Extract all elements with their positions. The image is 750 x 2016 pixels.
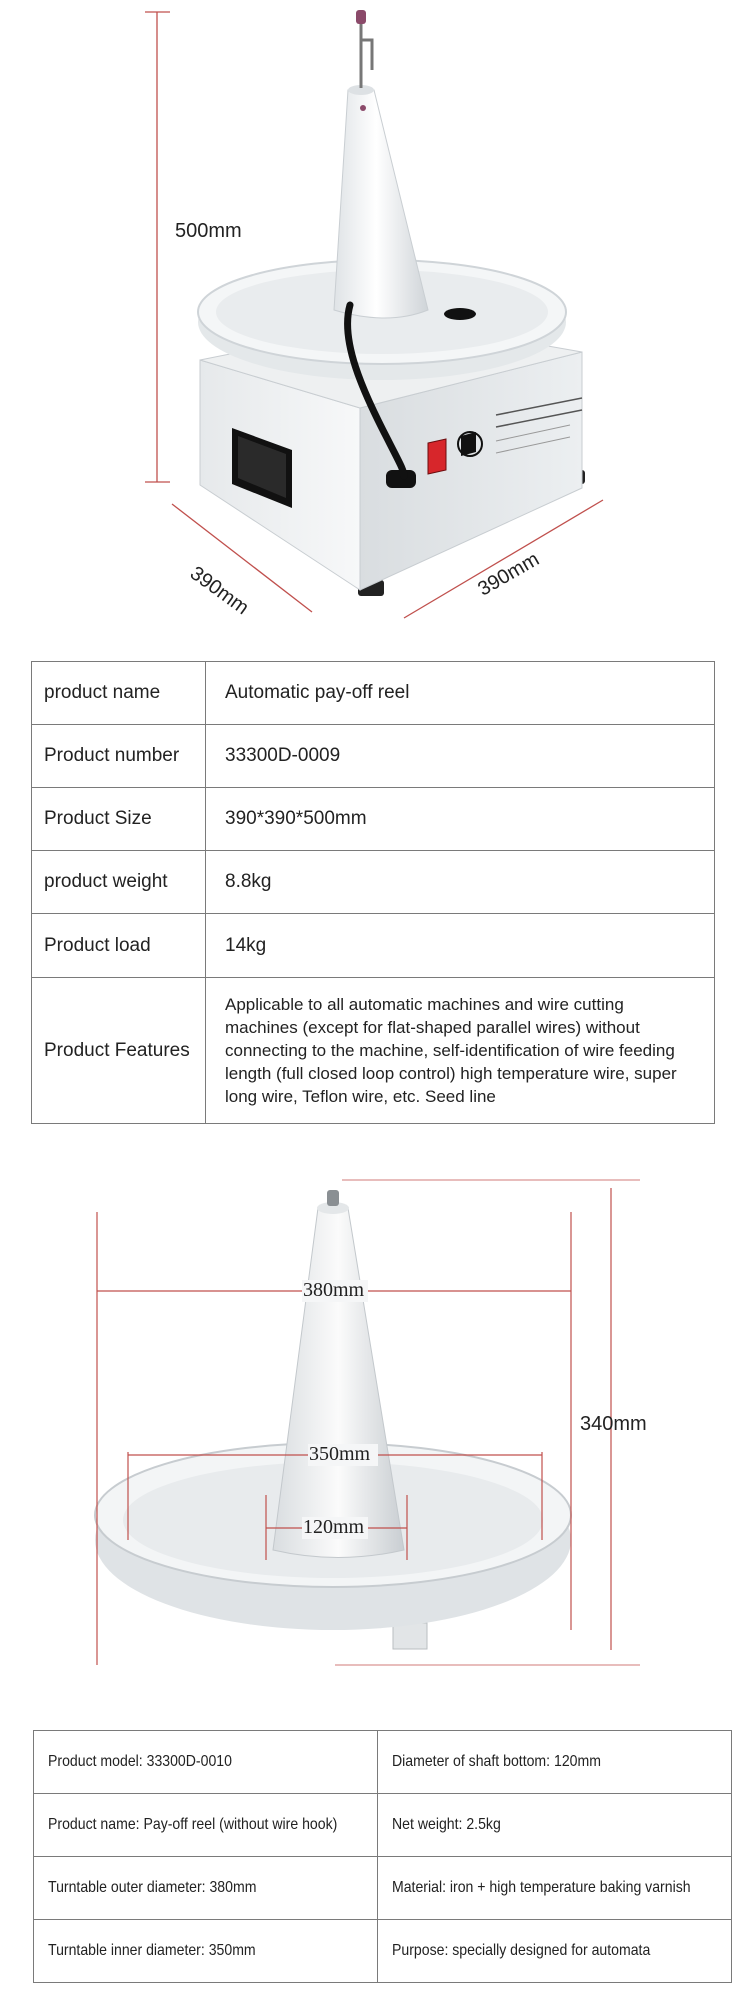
table-row [34, 1731, 732, 1794]
product-spec-table [31, 661, 715, 1124]
shaft-diameter-label: 120mm [303, 1516, 365, 1538]
detail-cell-right [377, 1731, 731, 1794]
detail-text: Diameter of shaft bottom: 120mm [391, 1753, 601, 1770]
reel-height-label: 340mm [580, 1413, 647, 1435]
table-row [34, 1794, 732, 1857]
table-row [32, 914, 715, 978]
detail-text: Purpose: specially designed for automata [391, 1942, 651, 1959]
table-row [32, 851, 715, 914]
detail-cell-right [377, 1920, 731, 1983]
spec-key: Product number [32, 725, 206, 788]
detail-cell-left [34, 1857, 378, 1920]
spec-value: 8.8kg [206, 851, 715, 914]
spec-value: Automatic pay-off reel [206, 662, 715, 725]
spec-key: Product Features [32, 978, 206, 1124]
product-photo-pay-off-reel [0, 0, 750, 640]
table-row [32, 662, 715, 725]
table-row [32, 978, 715, 1124]
machine-illustration [0, 0, 750, 640]
detail-text: Turntable inner diameter: 350mm [48, 1942, 256, 1959]
table-row [32, 725, 715, 788]
detail-text: Turntable outer diameter: 380mm [48, 1879, 257, 1896]
detail-cell-right [377, 1857, 731, 1920]
spec-value: Applicable to all automatic machines and wire cutting machines (except for flat-shaped parallel wires) without connecting to the machine, self-identification of wire feeding length (full closed loop control) high temperature wire, super long wire, Teflon wire, etc. Seed line [206, 978, 715, 1124]
detail-text: Product name: Pay-off reel (without wire hook) [48, 1816, 338, 1833]
spec-value: 390*390*500mm [206, 788, 715, 851]
table-row [34, 1857, 732, 1920]
detail-text: Material: iron + high temperature baking varnish [391, 1879, 691, 1896]
table-row [34, 1920, 732, 1983]
outer-diameter-label: 380mm [303, 1279, 365, 1301]
spec-key: product weight [32, 851, 206, 914]
detail-cell-left [34, 1731, 378, 1794]
detail-cell-right [377, 1794, 731, 1857]
spec-value: 33300D-0009 [206, 725, 715, 788]
spec-key: Product Size [32, 788, 206, 851]
height-dimension-label: 500mm [175, 220, 242, 242]
product-photo-reel [0, 1160, 750, 1680]
detail-text: Net weight: 2.5kg [391, 1816, 501, 1833]
depth-dimension-label: 390mm [185, 562, 253, 620]
detail-cell-left [34, 1920, 378, 1983]
table-row [32, 788, 715, 851]
spec-key: Product load [32, 914, 206, 978]
spec-key: product name [32, 662, 206, 725]
detail-text: Product model: 33300D-0010 [48, 1753, 232, 1770]
detail-cell-left [34, 1794, 378, 1857]
width-dimension-label: 390mm [474, 548, 544, 601]
detail-spec-table [33, 1730, 732, 1983]
spec-value: 14kg [206, 914, 715, 978]
inner-diameter-label: 350mm [309, 1443, 371, 1465]
